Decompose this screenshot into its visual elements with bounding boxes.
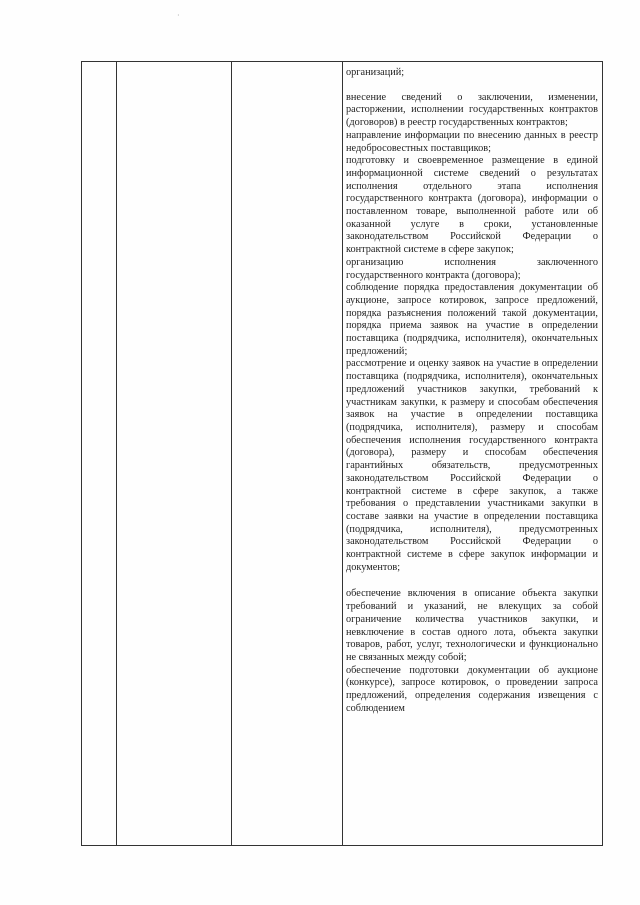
duty-paragraph: рассмотрение и оценку заявок на участие в определении поставщика (подрядчика, исполнителя), окончательных предложений участников закупки, требований к участникам закупки, к размеру и способам обеспечения заявок на участие в определении поставщика (подрядчика, исполнителя), размеру и способам обеспечения исполнения государственного контракта (договора), размеру и способам обеспечения гарантийных обязательств, предусмотренных законодательством Российской Федерации о контрактной системе в сфере закупок, а также требования о представлении участниками закупки в составе заявки на участие в определении поставщика (подрядчика, исполнителя), предусмотренных законодательством Российской Федерации о контрактной системе в сфере закупок информации и документов; bbox=[346, 358, 598, 573]
table-column-border bbox=[81, 61, 82, 846]
table-column-border bbox=[602, 61, 603, 846]
table-column-border bbox=[116, 61, 117, 846]
duty-paragraph: организаций; bbox=[346, 67, 405, 78]
duty-paragraph: соблюдение порядка предоставления документации об аукционе, запросе котировок, запросе предложений, порядка разъяснения положений такой документации, порядка приема заявок на участие в определении поставщика (подрядчика, исполнителя), окончательных предложений; bbox=[346, 282, 598, 357]
duties-cell bbox=[346, 67, 598, 715]
duty-paragraph: организацию исполнения заключенного государственного контракта (договора); bbox=[346, 256, 598, 281]
duty-paragraph: обеспечение подготовки документации об аукционе (конкурсе), запросе котировок, о проведении запроса предложений, определения содержания извещения с соблюдением bbox=[346, 664, 598, 714]
table-column-border bbox=[342, 61, 343, 846]
duty-paragraph: обеспечение включения в описание объекта закупки требований и указаний, не влекущих за собой ограничение количества участников закупки, и невключение в состав одного лота, объекта закупки товаров, работ, услуг, технологически и функционально не связанных между собой; bbox=[346, 588, 598, 663]
duty-paragraph: подготовку и своевременное размещение в единой информационной системе сведений о результатах исполнения отдельного этапа исполнения государственного контракта (договора), информации о поставленном товаре, выполненной работе или об оказанной услуге в сроки, установленные законодательством Российской Федерации о контрактной системе в сфере закупок; bbox=[346, 155, 598, 256]
duty-paragraph: направление информации по внесению данных в реестр недобросовестных поставщиков; bbox=[346, 129, 598, 154]
duty-paragraph: внесение сведений о заключении, изменении, расторжении, исполнении государственных контрактов (договоров) в реестр государственных контрактов; bbox=[346, 91, 598, 129]
duties-table bbox=[81, 61, 603, 846]
table-column-border bbox=[231, 61, 232, 846]
scan-mark: · bbox=[177, 11, 180, 20]
